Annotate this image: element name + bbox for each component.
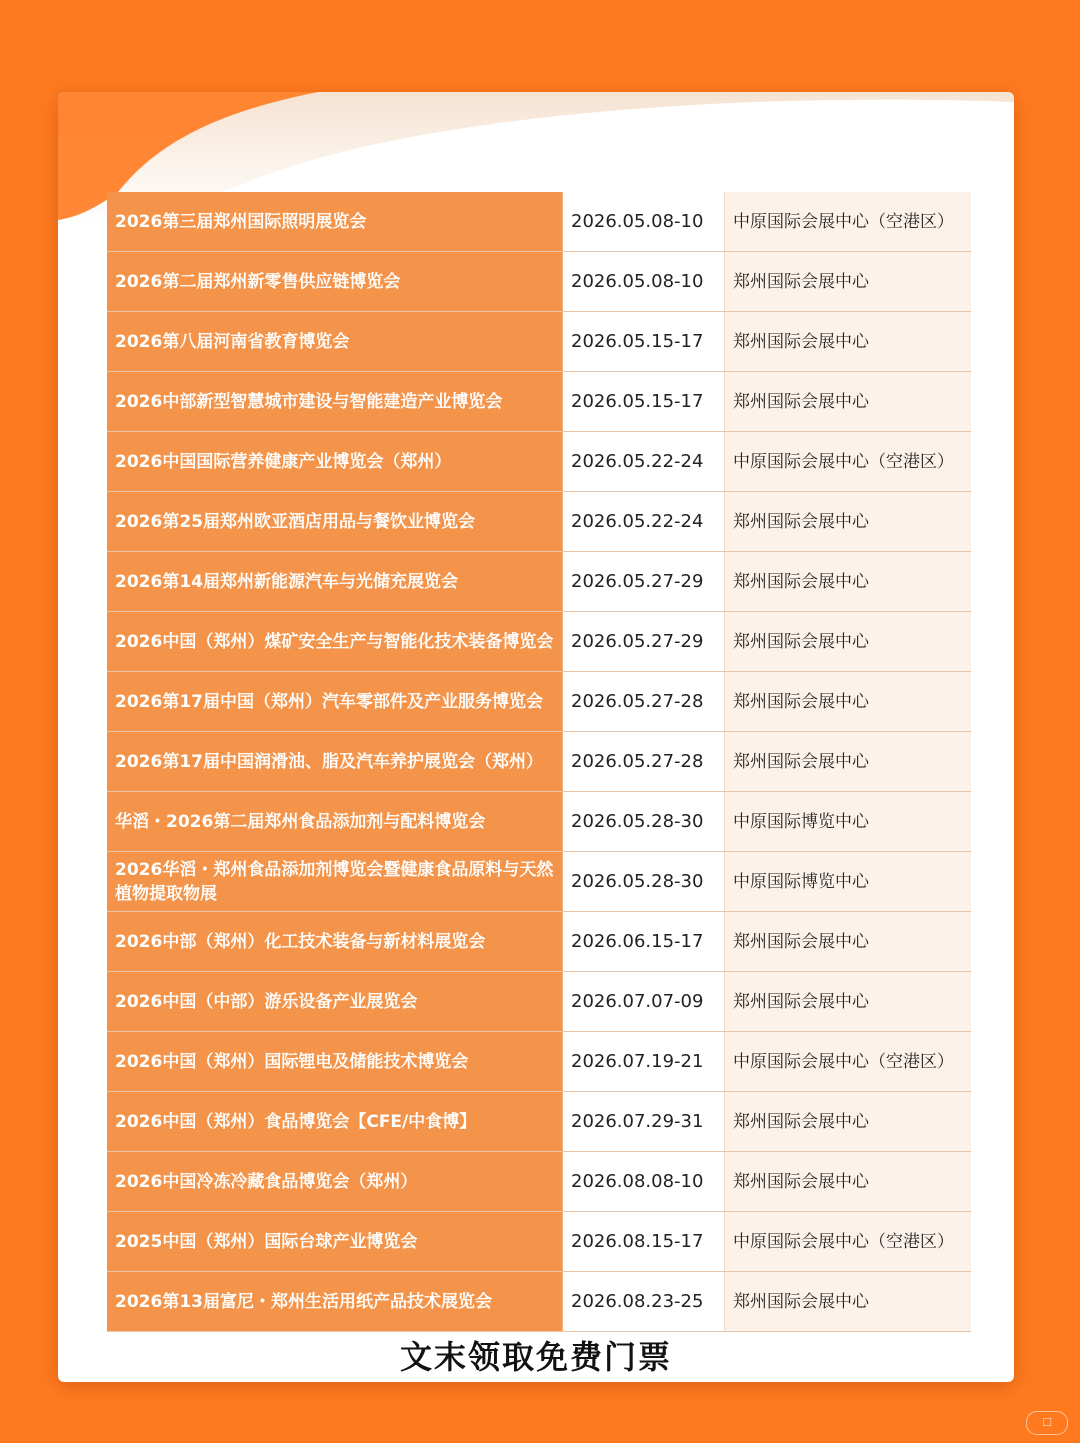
exhibition-date: 2026.05.22-24 [563,432,725,492]
exhibition-venue: 郑州国际会展中心 [725,972,972,1032]
table-row [107,492,971,552]
exhibition-venue: 郑州国际会展中心 [725,732,972,792]
exhibition-venue: 郑州国际会展中心 [725,1152,972,1212]
exhibition-date: 2026.05.08-10 [563,192,725,252]
exhibition-venue: 郑州国际会展中心 [725,252,972,312]
exhibition-name: 2026第25届郑州欧亚酒店用品与餐饮业博览会 [107,492,563,552]
exhibition-venue: 中原国际会展中心（空港区） [725,432,972,492]
table-row [107,732,971,792]
exhibition-date: 2026.05.28-30 [563,792,725,852]
exhibition-date: 2026.08.08-10 [563,1152,725,1212]
table-row [107,672,971,732]
free-ticket-footer: 文末领取免费门票 [399,1338,672,1376]
exhibition-name: 2026中国国际营养健康产业博览会（郑州） [107,432,563,492]
exhibition-name: 2026中国（郑州）食品博览会【CFE/中食博】 [107,1092,563,1152]
exhibition-date: 2026.07.19-21 [563,1032,725,1092]
exhibition-date: 2026.05.28-30 [563,852,725,912]
table-row [107,192,971,252]
exhibition-name: 2026第八届河南省教育博览会 [107,312,563,372]
table-row [107,312,971,372]
exhibition-name: 2026中国冷冻冷藏食品博览会（郑州） [107,1152,563,1212]
exhibition-venue: 郑州国际会展中心 [725,372,972,432]
table-row [107,972,971,1032]
table-row [107,1032,971,1092]
watermark-badge: ☐ [1026,1411,1068,1435]
table-row [107,1272,971,1332]
exhibition-date: 2026.07.29-31 [563,1092,725,1152]
exhibition-name: 2026中国（郑州）煤矿安全生产与智能化技术装备博览会 [107,612,563,672]
exhibition-date: 2026.05.27-28 [563,672,725,732]
exhibition-date: 2026.05.22-24 [563,492,725,552]
table-row [107,912,971,972]
exhibition-date: 2026.08.15-17 [563,1212,725,1272]
exhibition-venue: 中原国际博览中心 [725,792,972,852]
exhibition-venue: 郑州国际会展中心 [725,552,972,612]
exhibition-name: 2026第13届富尼・郑州生活用纸产品技术展览会 [107,1272,563,1332]
exhibition-table [107,192,971,1332]
exhibition-name: 2026华滔・郑州食品添加剂博览会暨健康食品原料与天然植物提取物展 [107,852,563,912]
exhibition-date: 2026.05.27-29 [563,612,725,672]
table-row [107,252,971,312]
table-row [107,792,971,852]
table-row [107,1092,971,1152]
table-row [107,432,971,492]
exhibition-venue: 中原国际会展中心（空港区） [725,1212,972,1272]
exhibition-venue: 郑州国际会展中心 [725,612,972,672]
table-row [107,612,971,672]
exhibition-venue: 郑州国际会展中心 [725,1272,972,1332]
exhibition-name: 2026第17届中国润滑油、脂及汽车养护展览会（郑州） [107,732,563,792]
exhibition-date: 2026.05.15-17 [563,372,725,432]
exhibition-date: 2026.05.27-29 [563,552,725,612]
exhibition-name: 2026中国（中部）游乐设备产业展览会 [107,972,563,1032]
exhibition-date: 2026.05.27-28 [563,732,725,792]
table-row [107,1212,971,1272]
exhibition-name: 2026第17届中国（郑州）汽车零部件及产业服务博览会 [107,672,563,732]
exhibition-name: 华滔・2026第二届郑州食品添加剂与配料博览会 [107,792,563,852]
exhibition-name: 2026第二届郑州新零售供应链博览会 [107,252,563,312]
exhibition-name: 2025中国（郑州）国际台球产业博览会 [107,1212,563,1272]
table-row [107,1152,971,1212]
exhibition-venue: 郑州国际会展中心 [725,312,972,372]
exhibition-date: 2026.07.07-09 [563,972,725,1032]
exhibition-venue: 郑州国际会展中心 [725,1092,972,1152]
exhibition-date: 2026.08.23-25 [563,1272,725,1332]
exhibition-name: 2026第三届郑州国际照明展览会 [107,192,563,252]
exhibition-date: 2026.05.08-10 [563,252,725,312]
exhibition-venue: 中原国际博览中心 [725,852,972,912]
table-row [107,552,971,612]
exhibition-date: 2026.06.15-17 [563,912,725,972]
exhibition-venue: 中原国际会展中心（空港区） [725,192,972,252]
exhibition-date: 2026.05.15-17 [563,312,725,372]
exhibition-name: 2026中部（郑州）化工技术装备与新材料展览会 [107,912,563,972]
exhibition-name: 2026第14届郑州新能源汽车与光储充展览会 [107,552,563,612]
exhibition-name: 2026中国（郑州）国际锂电及储能技术博览会 [107,1032,563,1092]
exhibition-venue: 郑州国际会展中心 [725,912,972,972]
table-row [107,852,971,912]
exhibition-venue: 郑州国际会展中心 [725,672,972,732]
table-row [107,372,971,432]
paper-card [58,92,1014,1382]
exhibition-venue: 中原国际会展中心（空港区） [725,1032,972,1092]
exhibition-venue: 郑州国际会展中心 [725,492,972,552]
exhibition-name: 2026中部新型智慧城市建设与智能建造产业博览会 [107,372,563,432]
